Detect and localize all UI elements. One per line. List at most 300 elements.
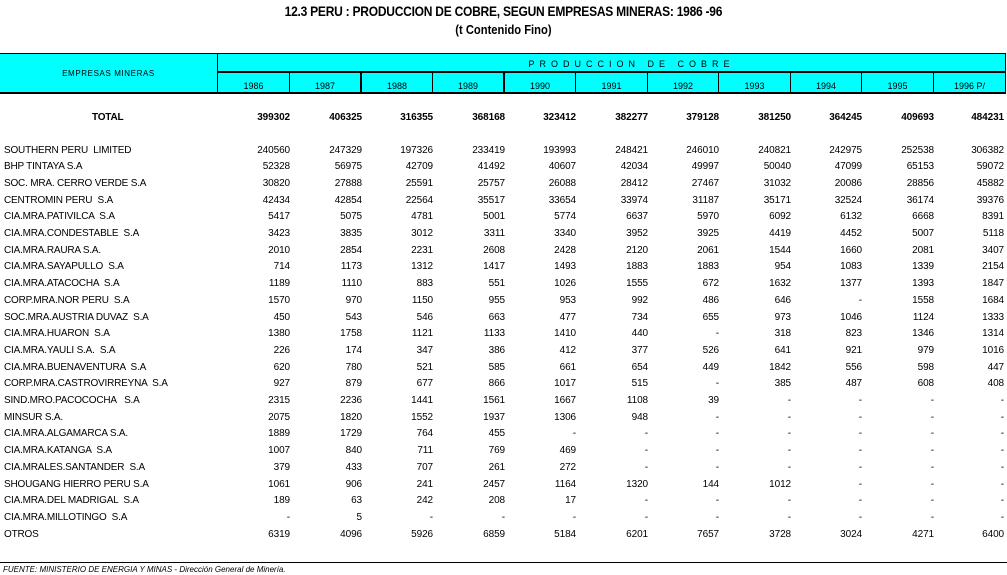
cell-value: 955 <box>488 294 505 306</box>
cell-value: - <box>930 495 934 507</box>
cell-value: - <box>858 495 862 507</box>
cell-value: 1441 <box>411 395 433 406</box>
cell-value: 764 <box>416 428 433 440</box>
company-name: SOC.MRA.AUSTRIA DUVAZ S.A <box>4 311 149 323</box>
cell-value: 1883 <box>697 261 719 273</box>
cell-value: 608 <box>917 378 934 390</box>
cell-value: 17 <box>565 495 576 507</box>
cell-value: - <box>715 445 719 457</box>
cell-value: 6859 <box>483 528 505 540</box>
cell-value: 6637 <box>626 211 648 223</box>
cell-value: 3952 <box>626 228 648 239</box>
cell-value: 364245 <box>829 111 862 123</box>
cell-value: 677 <box>416 378 433 390</box>
cell-value: 241 <box>416 478 433 490</box>
table-row <box>0 426 1007 442</box>
cell-value: 306382 <box>971 144 1004 156</box>
cell-value: - <box>930 411 934 423</box>
company-name: TOTAL <box>92 111 124 123</box>
cell-value: 3311 <box>483 228 505 239</box>
cell-value: 323412 <box>543 111 576 123</box>
cell-value: 5075 <box>340 211 362 223</box>
cell-value: - <box>787 428 791 440</box>
cell-value: 927 <box>273 378 290 390</box>
cell-value: 6092 <box>769 211 791 223</box>
cell-value: 2154 <box>982 261 1004 273</box>
cell-value: 1046 <box>840 311 862 323</box>
cell-value: 487 <box>845 378 862 390</box>
cell-value: 6201 <box>626 528 648 540</box>
cell-value: 412 <box>559 344 576 356</box>
cell-value: 386 <box>488 344 505 356</box>
cell-value: 1173 <box>340 261 362 273</box>
company-name: BHP TINTAYA S.A <box>4 161 83 173</box>
cell-value: 2428 <box>554 244 576 256</box>
cell-value: - <box>787 511 791 523</box>
cell-value: - <box>286 511 290 523</box>
header-year: 1994 <box>791 73 862 92</box>
cell-value: 515 <box>631 378 648 390</box>
cell-value: 486 <box>702 294 719 306</box>
header-group-label: PRODUCCION DE COBRE <box>218 54 1005 73</box>
table-row <box>0 259 1007 275</box>
cell-value: 2061 <box>697 244 719 256</box>
cell-value: 4271 <box>912 528 934 540</box>
cell-value: 25757 <box>477 177 505 189</box>
cell-value: 469 <box>559 445 576 457</box>
cell-value: 45882 <box>976 177 1004 189</box>
header-year: 1995 <box>862 73 934 92</box>
cell-value: 3340 <box>554 228 576 239</box>
cell-value: 734 <box>631 311 648 323</box>
company-name: CIA.MRA.KATANGA S.A <box>4 445 112 457</box>
cell-value: 47099 <box>834 161 862 173</box>
table-title: 12.3 PERU : PRODUCCION DE COBRE, SEGUN EMPRESAS MINERAS: 1986 -96 <box>284 3 723 19</box>
table-bottom-rule <box>0 562 1007 563</box>
cell-value: 379128 <box>686 111 719 123</box>
cell-value: 42434 <box>262 194 290 206</box>
cell-value: - <box>787 411 791 423</box>
table-row <box>0 393 1007 409</box>
cell-value: - <box>930 511 934 523</box>
cell-value: 3407 <box>982 244 1004 256</box>
cell-value: 556 <box>845 361 862 373</box>
cell-value: 56975 <box>334 161 362 173</box>
cell-value: - <box>429 511 433 523</box>
company-name: CORP.MRA.CASTROVIRREYNA S.A <box>4 378 168 390</box>
cell-value: 52328 <box>262 161 290 173</box>
cell-value: 189 <box>273 495 290 507</box>
header-year: 1986 <box>218 73 290 92</box>
cell-value: 4419 <box>769 228 791 239</box>
cell-value: 484231 <box>971 111 1004 123</box>
cell-value: - <box>715 428 719 440</box>
cell-value: 546 <box>416 311 433 323</box>
cell-value: - <box>1000 428 1004 440</box>
cell-value: - <box>858 428 862 440</box>
cell-value: 2231 <box>411 244 433 256</box>
cell-value: 1393 <box>912 278 934 290</box>
cell-value: 521 <box>416 361 433 373</box>
header-year: 1989 <box>433 73 505 92</box>
cell-value: 39 <box>708 395 719 406</box>
cell-value: 1555 <box>626 278 648 290</box>
table-row <box>0 376 1007 392</box>
company-name: CIA.MRA.SAYAPULLO S.A <box>4 261 124 273</box>
cell-value: 992 <box>631 294 648 306</box>
cell-value: - <box>1000 411 1004 423</box>
cell-value: - <box>930 428 934 440</box>
cell-value: 953 <box>559 294 576 306</box>
cell-value: 447 <box>987 361 1004 373</box>
table-row <box>0 359 1007 375</box>
table-row <box>0 192 1007 208</box>
cell-value: 2010 <box>268 244 290 256</box>
cell-value: 6319 <box>268 528 290 540</box>
table-row <box>0 309 1007 325</box>
cell-value: 1133 <box>483 328 505 340</box>
cell-value: - <box>787 395 791 406</box>
company-name: CIA.MRA.CONDESTABLE S.A <box>4 228 140 239</box>
cell-value: 641 <box>774 344 791 356</box>
cell-value: 5118 <box>982 228 1004 239</box>
cell-value: 28412 <box>620 177 648 189</box>
company-name: CIA.MRA.ATACOCHA S.A <box>4 278 120 290</box>
cell-value: 1632 <box>769 278 791 290</box>
cell-value: 5007 <box>912 228 934 239</box>
cell-value: 240821 <box>758 144 791 156</box>
cell-value: 2457 <box>483 478 505 490</box>
cell-value: 1121 <box>411 328 433 340</box>
cell-value: 543 <box>345 311 362 323</box>
cell-value: 252538 <box>901 144 934 156</box>
table-row <box>0 276 1007 292</box>
cell-value: 455 <box>488 428 505 440</box>
header-year: 1987 <box>290 73 362 92</box>
table-header <box>0 53 1006 94</box>
cell-value: 780 <box>345 361 362 373</box>
cell-value: 973 <box>774 311 791 323</box>
cell-value: 823 <box>845 328 862 340</box>
cell-value: 1061 <box>268 478 290 490</box>
cell-value: 39376 <box>976 194 1004 206</box>
cell-value: 240560 <box>257 144 290 156</box>
cell-value: 1558 <box>912 294 934 306</box>
cell-value: 3835 <box>340 228 362 239</box>
cell-value: 646 <box>774 294 791 306</box>
cell-value: 35171 <box>763 194 791 206</box>
cell-value: 672 <box>702 278 719 290</box>
company-name: OTROS <box>4 528 39 540</box>
cell-value: 233419 <box>472 144 505 156</box>
table-row <box>0 459 1007 475</box>
cell-value: 379 <box>273 461 290 473</box>
cell-value: - <box>1000 495 1004 507</box>
cell-value: 440 <box>631 328 648 340</box>
cell-value: 31187 <box>692 194 719 206</box>
cell-value: - <box>1000 461 1004 473</box>
cell-value: 49997 <box>691 161 719 173</box>
cell-value: 5184 <box>554 528 576 540</box>
cell-value: 1889 <box>268 428 290 440</box>
cell-value: 4781 <box>411 211 433 223</box>
cell-value: 2315 <box>268 395 290 406</box>
cell-value: 1150 <box>411 294 433 306</box>
cell-value: 382277 <box>615 111 648 123</box>
cell-value: 1684 <box>982 294 1004 306</box>
cell-value: 242975 <box>829 144 862 156</box>
cell-value: - <box>787 445 791 457</box>
cell-value: 1380 <box>268 328 290 340</box>
cell-value: 661 <box>559 361 576 373</box>
cell-value: 208 <box>488 495 505 507</box>
cell-value: 20086 <box>834 177 862 189</box>
cell-value: 450 <box>273 311 290 323</box>
cell-value: 7657 <box>697 528 719 540</box>
cell-value: 883 <box>416 278 433 290</box>
cell-value: 1189 <box>268 278 290 290</box>
cell-value: 1758 <box>340 328 362 340</box>
cell-value: 33654 <box>548 194 576 206</box>
cell-value: 1561 <box>483 395 505 406</box>
cell-value: 50040 <box>763 161 791 173</box>
cell-value: 6132 <box>840 211 862 223</box>
cell-value: 526 <box>702 344 719 356</box>
cell-value: 59072 <box>976 161 1004 173</box>
cell-value: 1729 <box>340 428 362 440</box>
company-name: CIA.MRA.DEL MADRIGAL S.A <box>4 495 139 507</box>
cell-value: 41492 <box>477 161 505 173</box>
cell-value: 408 <box>987 378 1004 390</box>
cell-value: 1016 <box>982 344 1004 356</box>
cell-value: 381250 <box>758 111 791 123</box>
cell-value: - <box>858 411 862 423</box>
cell-value: - <box>1000 511 1004 523</box>
cell-value: 1570 <box>268 294 290 306</box>
cell-value: 5774 <box>554 211 576 223</box>
header-year: 1993 <box>719 73 791 92</box>
cell-value: 598 <box>917 361 934 373</box>
cell-value: 1026 <box>554 278 576 290</box>
cell-value: - <box>1000 445 1004 457</box>
cell-value: - <box>715 511 719 523</box>
cell-value: - <box>930 461 934 473</box>
company-name: SHOUGANG HIERRO PERU S.A <box>4 478 149 490</box>
cell-value: 8391 <box>982 211 1004 223</box>
table-row <box>0 242 1007 258</box>
cell-value: 63 <box>351 495 362 507</box>
table-row <box>0 292 1007 308</box>
cell-value: 247329 <box>329 144 362 156</box>
company-name: CIA.MRA.HUARON S.A <box>4 328 110 340</box>
table-row <box>0 493 1007 509</box>
cell-value: 6400 <box>982 528 1004 540</box>
cell-value: 1339 <box>912 261 934 273</box>
cell-value: - <box>644 445 648 457</box>
cell-value: - <box>930 395 934 406</box>
cell-value: - <box>715 461 719 473</box>
cell-value: 1660 <box>840 244 862 256</box>
header-year: 1992 <box>648 73 719 92</box>
cell-value: 1820 <box>340 411 362 423</box>
table-row <box>0 142 1007 158</box>
cell-value: 1017 <box>554 378 576 390</box>
cell-value: 2120 <box>626 244 648 256</box>
table-row <box>0 226 1007 242</box>
cell-value: 1410 <box>554 328 576 340</box>
table-row <box>0 209 1007 225</box>
cell-value: 979 <box>917 344 934 356</box>
table-row <box>0 409 1007 425</box>
total-row <box>0 109 1007 125</box>
table-row <box>0 526 1007 542</box>
cell-value: 347 <box>416 344 433 356</box>
cell-value: - <box>858 511 862 523</box>
cell-value: - <box>715 411 719 423</box>
company-name: CENTROMIN PERU S.A <box>4 194 113 206</box>
cell-value: 1346 <box>912 328 934 340</box>
cell-value: 30820 <box>262 177 290 189</box>
cell-value: 242 <box>416 495 433 507</box>
cell-value: 866 <box>488 378 505 390</box>
company-name: CIA.MRA.YAULI S.A. S.A <box>4 344 116 356</box>
cell-value: 663 <box>488 311 505 323</box>
cell-value: 22564 <box>405 194 433 206</box>
cell-value: - <box>644 511 648 523</box>
cell-value: 368168 <box>472 111 505 123</box>
header-year: 1988 <box>362 73 433 92</box>
cell-value: 197326 <box>400 144 433 156</box>
cell-value: 246010 <box>686 144 719 156</box>
cell-value: 409693 <box>901 111 934 123</box>
table-row <box>0 159 1007 175</box>
cell-value: - <box>501 511 505 523</box>
cell-value: - <box>858 395 862 406</box>
cell-value: 1110 <box>341 278 362 290</box>
cell-value: - <box>787 461 791 473</box>
cell-value: 954 <box>774 261 791 273</box>
cell-value: 1937 <box>483 411 505 423</box>
cell-value: 248421 <box>615 144 648 156</box>
cell-value: 1164 <box>554 478 576 490</box>
cell-value: - <box>858 461 862 473</box>
cell-value: 2075 <box>268 411 290 423</box>
cell-value: - <box>572 511 576 523</box>
company-name: MINSUR S.A. <box>4 411 63 423</box>
cell-value: 42709 <box>405 161 433 173</box>
cell-value: 921 <box>845 344 862 356</box>
cell-value: 32524 <box>834 194 862 206</box>
cell-value: 174 <box>345 344 362 356</box>
company-name: CIA.MRA.PATIVILCA S.A <box>4 211 115 223</box>
cell-value: 2236 <box>340 395 362 406</box>
cell-value: - <box>715 495 719 507</box>
company-name: CIA.MRA.ALGAMARCA S.A. <box>4 428 128 440</box>
header-year: 1996 P/ <box>953 81 986 91</box>
cell-value: 3925 <box>697 228 719 239</box>
cell-value: 477 <box>559 311 576 323</box>
cell-value: 42854 <box>334 194 362 206</box>
cell-value: 2608 <box>483 244 505 256</box>
cell-value: 879 <box>345 378 362 390</box>
table-row <box>0 443 1007 459</box>
table-row <box>0 175 1007 191</box>
cell-value: - <box>644 495 648 507</box>
cell-value: 272 <box>559 461 576 473</box>
header-year: 1991 <box>576 73 648 92</box>
company-name: SIND.MRO.PACOCOCHA S.A <box>4 395 140 406</box>
cell-value: 585 <box>488 361 505 373</box>
cell-value: 5970 <box>697 211 719 223</box>
company-name: CIA.MRA.MILLOTINGO S.A <box>4 511 128 523</box>
cell-value: 27467 <box>691 177 719 189</box>
cell-value: 3728 <box>769 528 791 540</box>
cell-value: 1314 <box>982 328 1004 340</box>
cell-value: 3423 <box>268 228 290 239</box>
cell-value: 551 <box>488 278 505 290</box>
cell-value: - <box>858 478 862 490</box>
cell-value: 1333 <box>982 311 1004 323</box>
cell-value: 261 <box>488 461 505 473</box>
table-row <box>0 342 1007 358</box>
cell-value: 31032 <box>763 177 791 189</box>
header-years <box>218 73 1005 92</box>
cell-value: 4096 <box>340 528 362 540</box>
cell-value: - <box>715 328 719 340</box>
cell-value: 318 <box>774 328 791 340</box>
cell-value: 2081 <box>912 244 934 256</box>
cell-value: 1552 <box>411 411 433 423</box>
cell-value: 40607 <box>548 161 576 173</box>
cell-value: 42034 <box>620 161 648 173</box>
cell-value: 1883 <box>626 261 648 273</box>
cell-value: 27888 <box>334 177 362 189</box>
header-company-column: EMPRESAS MINERAS <box>0 54 218 92</box>
source-note: FUENTE: MINISTERIO DE ENERGIA Y MINAS - Dirección General de Minería. <box>3 565 286 574</box>
cell-value: 449 <box>702 361 719 373</box>
cell-value: 25591 <box>405 177 433 189</box>
cell-value: 655 <box>702 311 719 323</box>
header-year: 1990 <box>505 73 576 92</box>
cell-value: 1108 <box>626 395 648 406</box>
cell-value: - <box>930 445 934 457</box>
cell-value: 1320 <box>626 478 648 490</box>
cell-value: 33974 <box>620 194 648 206</box>
cell-value: 1124 <box>912 311 934 323</box>
company-name: SOUTHERN PERU LIMITED <box>4 144 132 156</box>
cell-value: 28856 <box>906 177 934 189</box>
cell-value: 316355 <box>400 111 433 123</box>
cell-value: 36174 <box>906 194 934 206</box>
company-name: CORP.MRA.NOR PERU S.A <box>4 294 130 306</box>
cell-value: 193993 <box>543 144 576 156</box>
company-name: CIA.MRA.RAURA S.A. <box>4 244 101 256</box>
cell-value: 6668 <box>912 211 934 223</box>
cell-value: - <box>858 294 862 306</box>
cell-value: 1847 <box>982 278 1004 290</box>
cell-value: 1007 <box>268 445 290 457</box>
cell-value: 5926 <box>411 528 433 540</box>
cell-value: 5001 <box>483 211 505 223</box>
cell-value: 711 <box>417 445 433 457</box>
cell-value: 1493 <box>554 261 576 273</box>
cell-value: 1842 <box>769 361 791 373</box>
table-subtitle: (t Contenido Fino) <box>455 22 552 37</box>
cell-value: 5417 <box>268 211 290 223</box>
cell-value: 1544 <box>769 244 791 256</box>
cell-value: 2854 <box>340 244 362 256</box>
cell-value: 654 <box>631 361 648 373</box>
